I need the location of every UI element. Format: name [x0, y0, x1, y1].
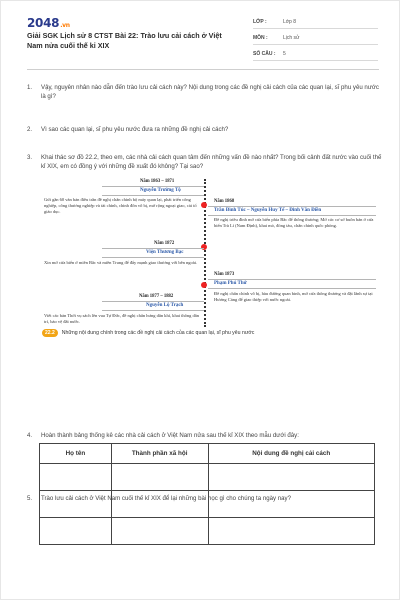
entry-rule — [102, 195, 204, 196]
meta-row-subject — [253, 32, 378, 45]
meta-row-count — [253, 48, 378, 61]
meta-label: SỐ CÂU : — [253, 51, 276, 57]
figure-number-badge: 22.2 — [42, 329, 58, 337]
reform-timeline-figure — [42, 177, 378, 342]
site-logo[interactable] — [27, 16, 70, 30]
logo-suffix: .vn — [60, 22, 70, 29]
entry-rule — [102, 257, 204, 258]
question-text: Vậy, nguyên nhân nào dẫn đến trào lưu cải cách này? Nội dung trong các đề nghị cải cách của các quan lại, sĩ phu yêu nước là gì? — [41, 84, 379, 100]
entry-rule — [102, 248, 204, 249]
timeline-dot — [201, 282, 207, 288]
entry-description: Đề nghị triều đình mở cửa biển phía Bắc để thông thương; Mở các cơ sở buôn bán ở cửa biển Trà Lí (Nam Định), khai mỏ, đóng tàu, chấn chỉnh quốc phòng. — [214, 217, 374, 228]
entry-name: Viện Thương Bạc — [146, 250, 184, 255]
figure-caption — [42, 329, 254, 337]
meta-value: Lịch sử — [283, 35, 300, 41]
table-row — [40, 464, 375, 491]
entry-rule — [208, 288, 376, 289]
table-header-row — [40, 444, 375, 464]
column-header: Thành phần xã hội — [111, 444, 208, 464]
question-number: 4. — [27, 432, 33, 439]
entry-year: Năm 1877 – 1882 — [139, 294, 174, 299]
entry-rule — [102, 301, 204, 302]
table-cell[interactable] — [40, 464, 112, 491]
entry-rule — [102, 186, 204, 187]
entry-rule — [208, 279, 376, 280]
timeline-dot — [201, 202, 207, 208]
figure-caption-text: Những nội dung chính trong các đề nghị cải cách của các quan lại, sĩ phu yêu nước — [61, 330, 255, 336]
question-4 — [27, 431, 383, 440]
meta-row-class — [253, 16, 378, 29]
question-5 — [27, 494, 383, 503]
question-text: Vì sao các quan lại, sĩ phu yêu nước đưa ra những đề nghị cải cách? — [41, 126, 229, 133]
entry-name: Nguyễn Lộ Trạch — [146, 303, 184, 308]
question-number: 3. — [27, 154, 33, 161]
entry-rule — [208, 215, 376, 216]
entry-year: Năm 1863 – 1871 — [140, 179, 175, 184]
entry-rule — [102, 310, 204, 311]
question-1 — [27, 83, 383, 101]
meta-value: Lớp 8 — [283, 19, 297, 25]
entry-year: Năm 1872 — [154, 241, 175, 246]
question-number: 2. — [27, 126, 33, 133]
question-2 — [27, 125, 383, 134]
document-title: Giải SGK Lịch sử 8 CTST Bài 22: Trào lưu cải cách ở Việt Nam nửa cuối thế kỉ XIX — [27, 31, 222, 50]
question-3 — [27, 153, 383, 171]
entry-description: Đề nghị chấn chỉnh võ bị, hàu đường quan binh, mở cửa thông thương và đặt lãnh sự tại Hương Cảng để giao thiệp với nước ngoài. — [214, 291, 373, 302]
entry-year: Năm 1868 — [214, 199, 235, 204]
meta-value: 5 — [283, 51, 286, 57]
table-cell[interactable] — [111, 518, 208, 545]
question-number: 5. — [27, 495, 33, 502]
meta-label: MÔN : — [253, 35, 268, 41]
entry-name: Phạm Phú Thứ — [214, 281, 247, 286]
entry-description: Gửi gần 60 văn bản điều trần đề nghị chấn chỉnh bộ máy quan lại, phát triển công nghiệp, công thương nghiệp và tài chính, chỉnh đốn võ bị, mở rộng ngoại giao, cải tổ giáo dục. — [44, 197, 197, 214]
entry-year: Năm 1873 — [214, 272, 235, 277]
meta-info — [253, 16, 378, 64]
column-header: Nội dung đề nghị cải cách — [208, 444, 375, 464]
table-cell[interactable] — [40, 518, 112, 545]
logo-main: 2048 — [27, 16, 60, 30]
meta-label: LỚP : — [253, 19, 267, 25]
question-number: 1. — [27, 84, 33, 91]
timeline-dot — [201, 244, 207, 250]
table-cell[interactable] — [208, 464, 375, 491]
entry-rule — [208, 206, 376, 207]
table-cell[interactable] — [111, 464, 208, 491]
entry-description: Viết các bản Thời vụ sách lên vua Tự Đức, đề nghị chấn hưng dân khí, khai thông dân trí, bảo vệ đất nước. — [44, 313, 199, 324]
table-row — [40, 518, 375, 545]
entry-description: Xin mở cửa biển ở miền Bắc và miền Trung để đẩy mạnh giao thương với bên ngoài. — [44, 260, 198, 265]
table-cell[interactable] — [208, 518, 375, 545]
question-text: Khai thác sơ đồ 22.2, theo em, các nhà cải cách quan tâm đến những vấn đề nào nhất? Trong bối cảnh đất nước vào cuối thế kỉ XIX, em có đồng ý với những đề xuất đó không? Tại sao? — [41, 154, 382, 170]
entry-name: Trần Đình Túc – Nguyễn Huy Tế – Đinh Văn Điền — [214, 208, 322, 213]
question-text: Hoàn thành bảng thống kê các nhà cải cách ở Việt Nam nửa sau thế kỉ XIX theo mẫu dưới đây: — [41, 432, 299, 439]
entry-name: Nguyễn Trường Tộ — [140, 188, 181, 193]
header-divider — [27, 69, 379, 70]
column-header: Họ tên — [40, 444, 112, 464]
question-text: Trào lưu cải cách ở Việt Nam cuối thế kỉ XIX để lại những bài học gì cho chúng ta ngày nay? — [41, 495, 291, 502]
